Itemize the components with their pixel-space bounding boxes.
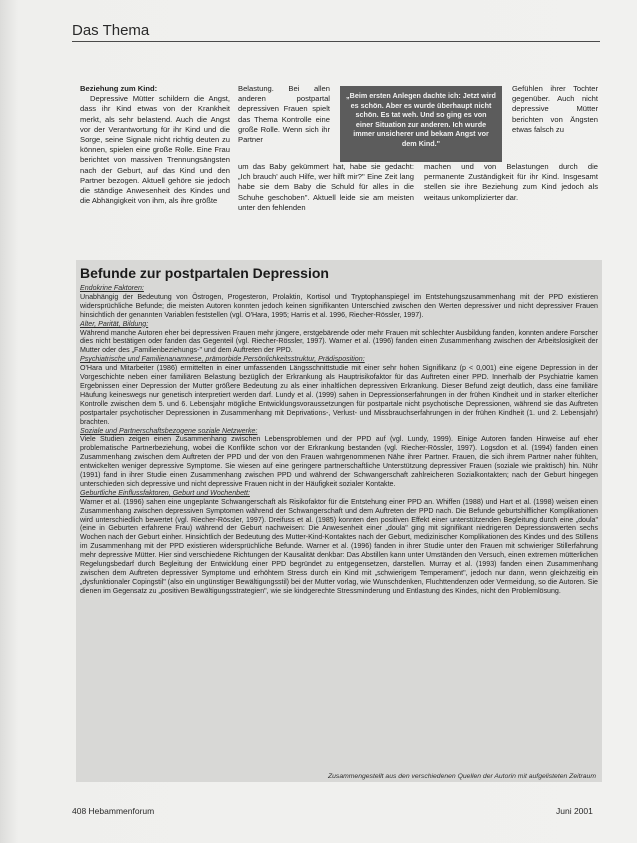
findings-box <box>76 260 602 782</box>
section-heading: Beziehung zum Kind: <box>80 84 158 93</box>
header-rule <box>72 41 600 42</box>
body-paragraph: um das Baby gekümmert hat, habe sie gedacht: „Ich brauch' auch Hilfe, wer hilft mir?" Eine Zeit lang habe sie dem Baby die Schuld für alles in die Schuhe geschoben". Aktuell leide sie am meisten unter den fehlenden <box>238 162 414 212</box>
box-section-heading: Psychiatrische und Familienanamnese, prämorbide Persönlichkeitsstruktur, Prädisposition: <box>80 355 365 364</box>
column-1 <box>80 84 230 206</box>
box-body <box>80 284 598 596</box>
body-paragraph: Belastung. Bei allen anderen postpartal depressiven Frauen spielt das Thema Kontrolle eine große Rolle. Wenn sich ihr Partner <box>238 84 330 145</box>
box-footnote: Zusammengestellt aus den verschiedenen Quellen der Autorin mit aufgelisteten Zeitraum <box>328 773 596 780</box>
column-2-bottom <box>238 162 414 213</box>
box-section-heading: Endokrine Faktoren: <box>80 284 144 292</box>
box-section-text: Unabhängig der Bedeutung von Östrogen, Progesteron, Prolaktin, Kortisol und Tryptophanspiegel im Entstehungszusammenhang mit der PPD existieren widersprüchliche Befunde; die meisten Autoren konnten jedoch keinen signifikanten Unterschied zwischen den Werten depressiver und nicht depressiver Frauen hinsichtlich der genannten Variablen feststellen (vgl. O'Hara, 1995; Harris et al. 1996, Riecher-Rössler, 1997). <box>80 292 598 319</box>
pull-quote: „Beim ersten Anlegen dachte ich: Jetzt wird es schön. Aber es wurde überhaupt nicht schön. Es tat weh. Und so ging es von einer Situation zur anderen. Ich wurde immer unsicherer und bekam Angst vor dem Kind." <box>340 86 502 162</box>
footer-publication: 408 Hebammenforum <box>72 806 155 816</box>
box-section <box>80 489 598 596</box>
footer-date: Juni 2001 <box>556 806 593 816</box>
column-3 <box>424 162 598 203</box>
body-paragraph: Depressive Mütter schildern die Angst, dass ihr Kind etwas von der Krankheit merkt, als sehr belastend. Auch die Angst vor der Verantwortung für ihr Kind und die Sorge, seine Signale nicht richtig deuten zu können, spielen eine große Rolle. Eine Frau berichtet von massiven Trennungsängsten nach der Geburt, auf das Kind und den Partner bezogen. Aktuell gehöre sie jedoch die ständige Anwesenheit des Kindes und die Abhängigkeit von ihm, als ihre größte <box>80 94 230 206</box>
box-section-text: Während manche Autoren eher bei depressiven Frauen mehr jüngere, erstgebärende oder mehr Frauen mit schlechter Ausbildung fanden, konnten andere Forscher dies nicht bestätigen oder fanden das Gegenteil (vgl. Riecher-Rössler, 1997). Warner et al. (1996) fanden einen Zusammenhang zwischen der Arbeitslosigkeit der Mutter oder des „Familienbeziehungs-" und dem Auftreten der PPD. <box>80 328 598 355</box>
running-head: Das Thema <box>72 22 150 39</box>
box-section-heading: Soziale und Partnerschaftsbezogene soziale Netzwerke: <box>80 426 258 435</box>
box-section-heading: Alter, Parität, Bildung: <box>80 319 149 328</box>
box-section <box>80 320 598 356</box>
box-section <box>80 427 598 489</box>
box-section <box>80 284 598 320</box>
body-paragraph: machen und von Belastungen durch die permanente Zuständigkeit für ihr Kind. Insgesamt stellen sie ihre Beziehung zum Kind jedoch als weitaus unkomplizierter dar. <box>424 162 598 202</box>
box-section-text: O'Hara und Mitarbeiter (1986) ermittelten in einer umfassenden Längsschnittstudie mit einer sehr hohen Signifikanz (p < 0,001) eine eigene Depression in der Vorgeschichte neben einer familiären Belastung bezüglich der Erkrankung als Hauptrisikofaktor für das Auftreten einer PPD. Innerhalb der Psychiatrie kamen Ergebnissen einer Depression der Mutter größere Bedeutung zu als einer inhaltlichen depressiven Erkrankung. Dieser Befund zeigt deutlich, dass eine familiäre Häufung keineswegs nur genetisch interpretiert werden darf. Lundy et al. (1999) sahen in Depressionserfahrungen in der frühen Kindheit und in starker elterlicher Kontrolle zwischen dem 5. und 6. Lebensjahr mögliche Entwicklungsvoraussetzungen für postpartale nicht psychotische Depressionen, während sie das Auftreten postpartaler psychotischer Depressionen in Zusammenhang mit Deprivations-, Verlust- und Missbrauchserfahrungen in der frühen Kindheit (1. und 2. Lebensjahr) brachten. <box>80 364 598 426</box>
box-section <box>80 355 598 426</box>
box-section-text: Warner et al. (1996) sahen eine ungeplante Schwangerschaft als Risikofaktor für die Entstehung einer PPD an. Whiffen (1988) und Hart et al. (1998) weisen einen Zusammenhang zwischen depressiven Symptomen während der Schwangerschaft und dem Auftreten der PPD nach. Die Befunde geburtshilflicher Komplikationen wird unterschiedlich bewertet (vgl. Riecher-Rössler, 1997). Dreifuss et al. (1985) konnten den positiven Effekt einer unterstützenden Begleitung durch eine „doula" (eine in Geburten erfahrene Frau) während der Geburt nachweisen: Die Anwesenheit einer „doula" ging mit signifikant niedrigeren Depressionswerten sechs Wochen nach der Geburt einher. Hinsichtlich der Bedeutung des Mutter-Kind-Kontaktes nach der Geburt, medizinischer Komplikationen des Kindes und des Stillens im Zusammenhang mit der PPD existieren widersprüchliche Befunde. Warner et al. (1996) fanden in ihrer Studie unter den Frauen mit schwieriger Stillerfahrung mehr depressive Mütter. Hier sind verschiedene Richtungen der Kausalität denkbar: Das Abstillen kann unter Umständen den Versuch, einen extremen mütterlichen Regelungsbedarf durch Begleitung der Entwicklung einer PPD begründet zu entgegensetzen, darstellen. Murray et al. (1993) fanden einen Zusammenhang zwischen dem Auftreten depressiver Symptome und erhöhtem Stress durch ein Kind mit „schwierigem Temperament", jedoch nur dann, wenn gleichzeitig ein „dysfunktionaler Copingstil" (also ein ungünstiger Bewältigungsstil) bei der Mutter vorlag, wie Wunschdenken, Fluchttendenzen oder Vermeidung, so die Autoren. Sie dienen im Gegensatz zu „positiven Bewältigungsstrategien", wie sie kindgerechte Stressminderung und Entlastung des Kindes, nicht den Problemlösung. <box>80 497 598 595</box>
box-title: Befunde zur postpartalen Depression <box>80 265 329 281</box>
box-section-heading: Geburtliche Einflussfaktoren, Geburt und Wochenbett: <box>80 488 250 497</box>
box-section-text: Viele Studien zeigen einen Zusammenhang zwischen Lebensproblemen und der PPD auf (vgl. Lundy, 1999). Einige Autoren fanden Hinweise auf eher problematische Partnerbeziehung, wobei die Konflikte schon vor der Erkrankung bestanden (vgl. Riecher-Rössler, 1997). Logsdon et al. (1994) fanden einen Zusammenhang zwischen dem Auftreten der PPD und der von den Frauen wahrgenommenen Nähe ihrer Partner. Frauen, die sich ihrem Partner naher fühlten, entwickelten weniger depressive Symptome. Sie wiesen auf eine geringere partnerschaftliche Unterstützung depressiver Frauen (soziale wie praktisch) hin. Nühr (1991) fand in ihrer Studie einen Zusammenhang zwischen PPD und während der Schwangerschaft zahlreicheren Sozialkontakten; nach der Geburt hingegen unterschieden sich depressive und nicht depressive Frauen nicht in der Häufigkeit sozialer Kontakte. <box>80 435 598 488</box>
column-4 <box>512 84 598 135</box>
column-2-top <box>238 84 330 145</box>
body-paragraph: Gefühlen ihrer Tochter gegenüber. Auch nicht depressive Mütter berichten von Ängsten etwas falsch zu <box>512 84 598 134</box>
